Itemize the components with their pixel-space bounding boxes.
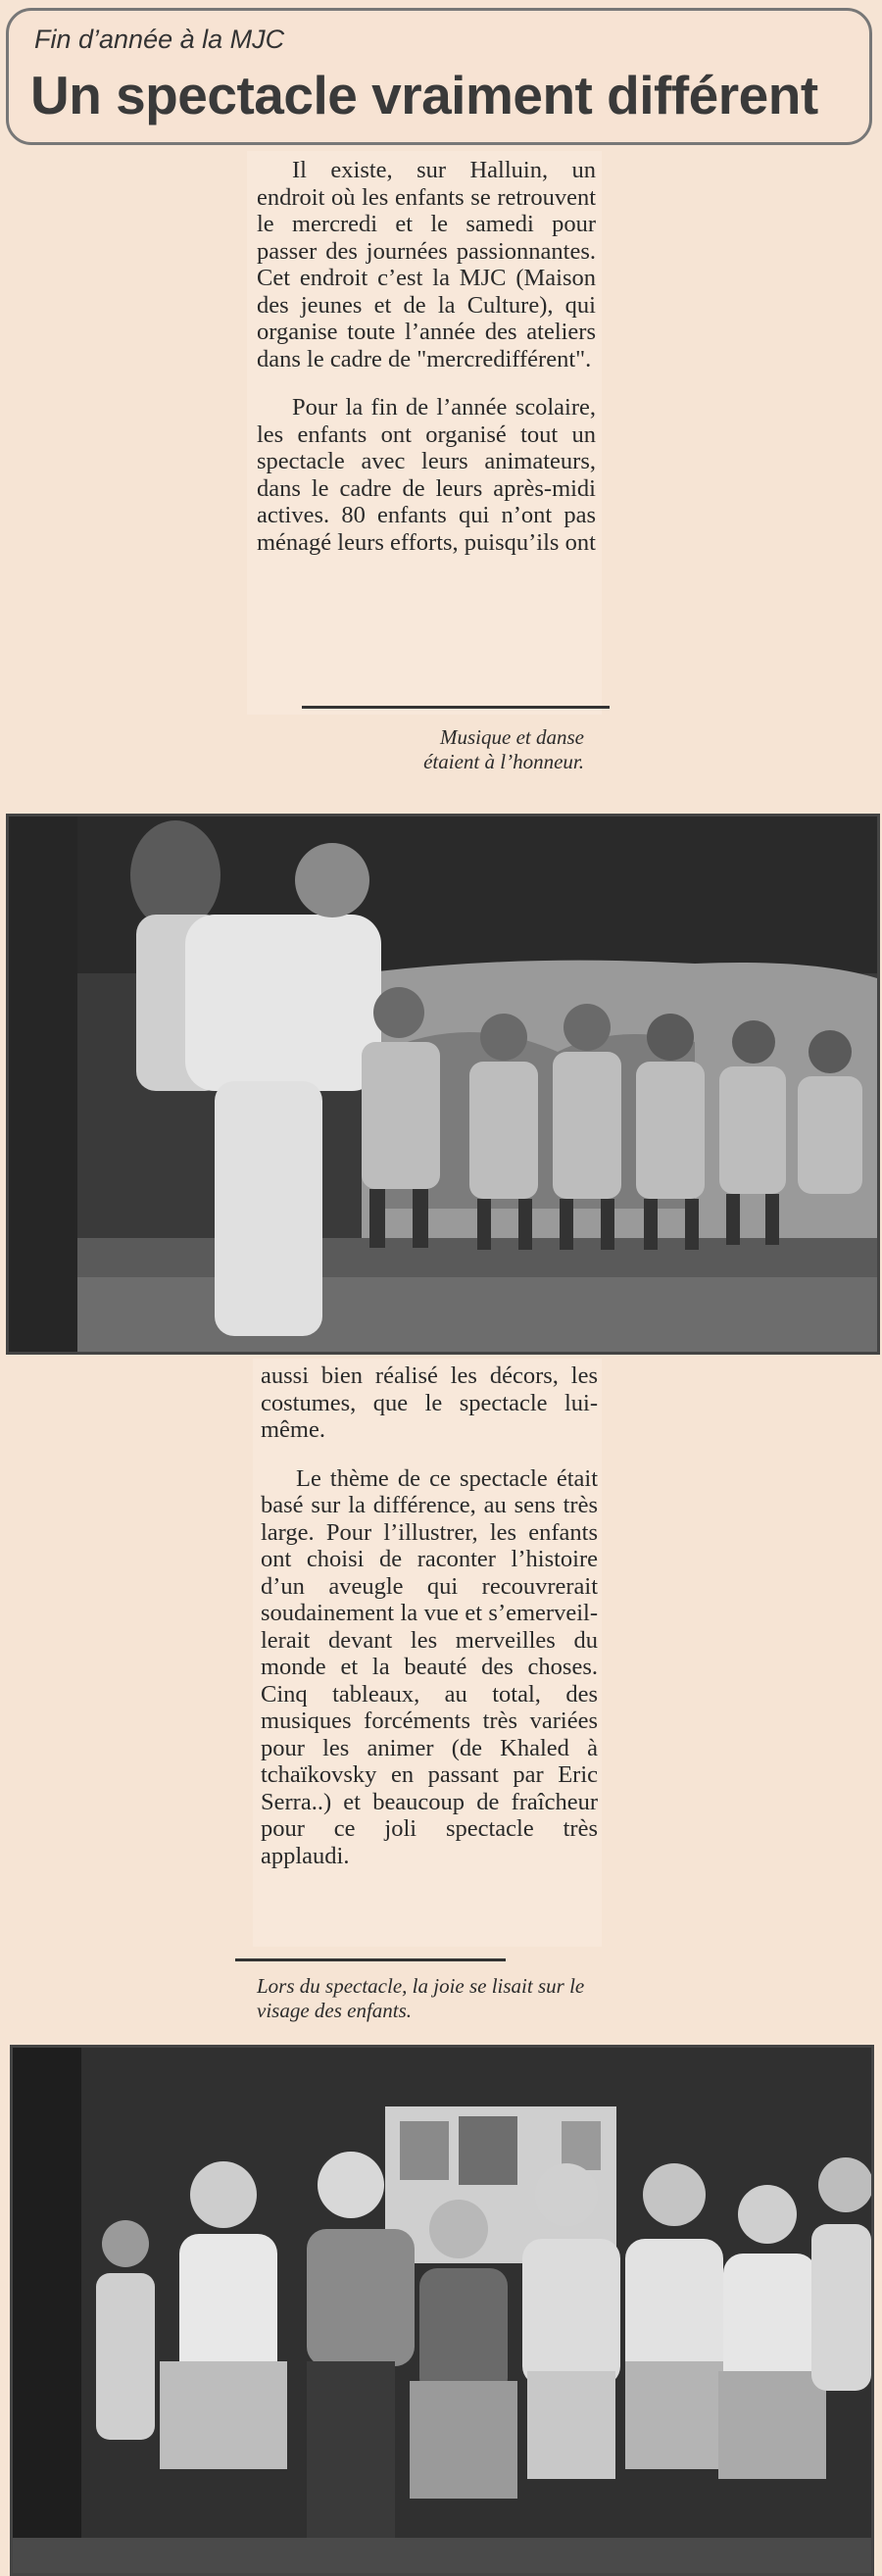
article-column-top (247, 151, 602, 715)
caption-rule-1 (302, 706, 610, 709)
article-paragraph-2: Pour la fin de l’année scolaire, les enfants ont organisé tout un spectacle avec leurs animateurs, dans le cadre de leurs après-midi actives. 80 enfants qui n’ont pas ménagé leurs efforts, puisqu’ils ont (257, 394, 596, 556)
photo-dancers-on-stage (6, 814, 880, 1355)
kicker: Fin d’année à la MJC (34, 25, 285, 54)
photo-children-singing (10, 2045, 874, 2576)
photo-caption-1: Musique et danse étaient à l’honneur. (423, 725, 584, 773)
headline: Un spectacle vraiment différent (30, 65, 818, 125)
photo-caption-2: Lors du spectacle, la joie se lisait sur le visage des enfants. (257, 1974, 585, 2022)
article-column-bottom (253, 1359, 602, 1947)
caption-rule-2 (235, 1958, 506, 1961)
article-paragraph-3: aussi bien réalisé les décors, les costumes, que le spectacle lui-même. (261, 1362, 598, 1443)
article-paragraph-4: Le thème de ce spectacle était basé sur la différence, au sens très large. Pour l’illustrer, les enfants ont choisi de raconter l’histoire d’un aveugle qui recouvrerait soudainement la vue et s’emerveillerait devant les merveilles du monde et la beauté des choses. Cinq tableaux, au total, des musiques forcéments très variées pour les animer (de Khaled à tchaïkovsky en passant par Eric Serra..) et beaucoup de fraîcheur pour ce joli spectacle très applaudi. (261, 1464, 598, 1869)
headline-box (6, 8, 872, 145)
article-paragraph-1: Il existe, sur Halluin, un endroit où les enfants se retrouvent le mercredi et le samedi pour passer des journées passionnantes. Cet endroit c’est la MJC (Maison des jeunes et de la Culture), qui organise toute l’année des ateliers dans le cadre de "mercredifférent". (257, 157, 596, 372)
